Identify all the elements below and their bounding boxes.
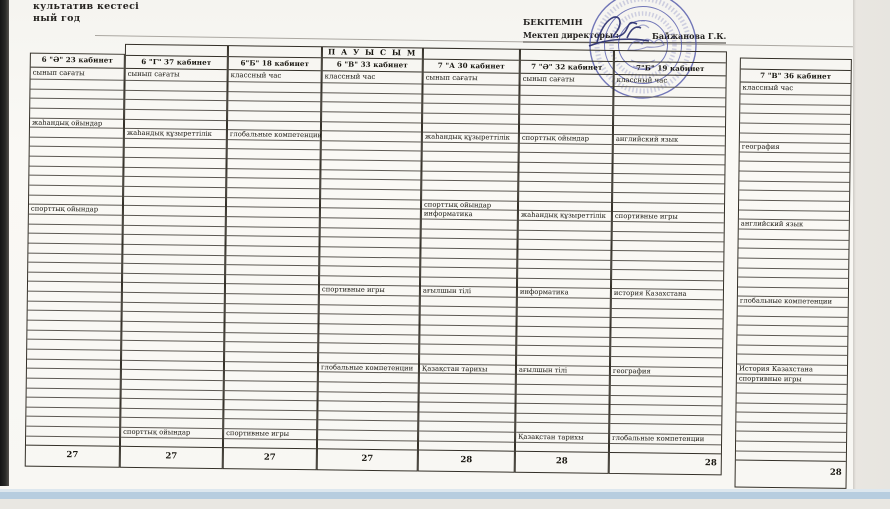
lesson-cell: спорттық ойындар [121,427,222,438]
lesson-cell: спортивные игры [613,211,724,222]
class-hour-cell: сынып сағаты [521,73,613,86]
lesson-cell: Қазақстан тарихы [516,432,608,443]
column-4 [317,46,423,472]
column-8 [734,58,851,490]
total-cell: 28 [419,450,514,472]
approval-heading: БЕКІТЕМІН [523,18,583,28]
lesson-cell: глобальные компетенции [610,433,721,444]
total-cell: 28 [516,451,608,473]
total-cell: 27 [224,447,316,469]
lesson-cell: глобальные компетенции [319,362,418,373]
lesson-cell: география [740,142,850,153]
room-header: 6 "В" 33 кабинет [323,57,422,71]
document-title-line2: ный год [33,12,81,24]
class-hour-cell: сынып сағаты [424,72,519,85]
lesson-cell: история Казахстана [612,288,723,299]
lesson-cell: жаһандық ойындар [30,117,123,128]
lesson-cell: информатика [422,209,517,220]
lesson-cell: спорттық ойындар [422,199,517,210]
lesson-cell: спорттық ойындар [29,204,122,215]
room-header: 7"Б" 19 кабинет [615,61,726,75]
total-cell: 27 [26,445,119,467]
class-hour-cell: классный час [229,69,321,82]
scan-bottom-edge [0,492,890,499]
total-cell: 28 [736,460,846,488]
lesson-cell: спорттық ойындар [520,133,612,144]
lesson-cell: жаһандық құзыреттілік [519,210,611,221]
director-name: Байжанова Г.К. [652,31,727,41]
lesson-cell: жаһандық құзыреттілік [125,128,226,139]
lesson-cell: английский язык [614,134,725,145]
director-label: Мектеп директоры : [523,30,619,40]
room-header: 6"Б" 18 кабинет [229,56,321,70]
column-7 [609,50,727,476]
room-header: 6 "Г" 37 кабинет [126,55,227,69]
room-header: 7 "А 30 кабинет [424,59,519,73]
class-hour-cell: классный час [615,74,726,87]
column-6 [515,49,614,474]
total-cell: 27 [121,446,222,468]
class-hour-cell: классный час [740,82,850,95]
lesson-cell: глобальные компетенции [228,129,320,140]
total-cell: 28 [610,452,721,474]
lesson-cell: жаһандық құзыреттілік [423,132,518,143]
lesson-cell: ағылшын тілі [517,364,609,375]
column-2 [120,44,228,470]
lesson-cell: глобальные компетенции [738,296,848,307]
document-title-line1: культатив кестесі [33,1,140,12]
lesson-cell: спортивные игры [320,285,419,296]
lesson-cell: спортивные игры [224,428,316,439]
room-header: 7 "В" 36 кабинет [741,69,851,83]
total-cell: 27 [318,449,417,471]
column-1 [25,53,125,469]
lesson-cell: информатика [518,287,610,298]
class-hour-cell: сынып сағаты [31,67,124,80]
room-header: 6 "Ә" 23 кабинет [41,54,113,65]
lesson-cell: История Казахстана [737,363,847,374]
lesson-cell: английский язык [739,219,849,230]
lesson-cell: ағылшын тілі [421,286,516,297]
lesson-cell: география [611,366,722,377]
lesson-cell: спортивные игры [737,373,847,384]
column-3 [223,45,322,470]
class-hour-cell: сынып сағаты [126,68,227,81]
scan-left-edge [0,0,9,486]
class-hour-cell: классный час [323,70,422,83]
lesson-cell: Қазақстан тарихы [420,363,515,374]
column-5 [418,48,520,474]
room-header: 7 "Ә" 32 кабинет [521,60,613,74]
shift-header-cell: П А У Ы С Ы М [327,47,417,58]
